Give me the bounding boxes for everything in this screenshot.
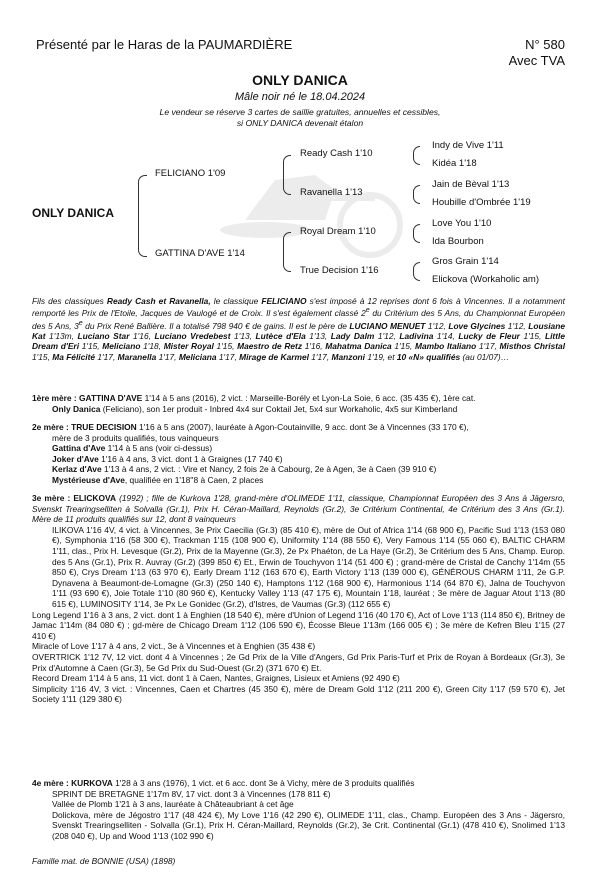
- pedigree-sd: Ravanella 1'13: [300, 187, 363, 198]
- first-dam-section: 1ère mère : GATTINA D'AVE 1'14 à 5 ans (2016), 2 vict. : Marseille-Borély et Lyon-La Soie, 6 acc. (35 435 €), 1ère cat. Only Danica (Feliciano), son 1er produit - Inbred 4x4 sur Coktail Jet, 5x4 sur Workaholic, 4x5 sur Kimberland: [32, 393, 476, 414]
- pedigree-bracket-2a: [283, 155, 291, 195]
- pedigree-bracket-3c: [413, 224, 420, 243]
- horse-subtitle: Mâle noir né le 18.04.2024: [234, 91, 366, 103]
- maternal-family: Famille mat. de BONNIE (USA) (1898): [32, 856, 176, 866]
- horse-title: ONLY DANICA: [252, 72, 348, 88]
- fourth-dam-section: 4e mère : KURKOVA 1'28 à 3 ans (1976), 1 vict. et 6 acc. dont 3e à Vichy, mère de 3 produits qualifiés SPRINT DE BRETAGNE 1'17m 8V, 17 vict. dont 3 à Vincennes (178 811 €) Vallée de Plomb 1'21 à 3 ans, lauréate à Châteaubriant à cet âge Dolickova, mère de Jégostro 1'17 (48 424 €), My Love 1'16 (42 290 €), OLIMEDE 1'11, clas., Champ. Européen des 3 Ans - Jägersro, Svenskt Trearingselliten - Solvalla (Gr.1), Prix H. Céran-Maillard, Reynolds (Gr.2), 3e Crit. Continental (Gr.1) (478 410 €), Snolimed 1'13 (208 040 €), Up and Wood 1'13 (102 990 €): [32, 778, 565, 841]
- pedigree-dam: GATTINA D'AVE 1'14: [155, 248, 245, 259]
- pedigree-sire: FELICIANO 1'09: [155, 168, 226, 179]
- pedigree-ssd: Kidéa 1'18: [432, 158, 477, 169]
- third-dam-section: 3e mère : ELICKOVA (1992) ; fille de Kurkova 1'28, grand-mère d'OLIMEDE 1'11, classique, Championnat Européen des 3 Ans à Jägersro, Svenskt Trearingselliten à Solvalla (Gr.1), Prix H. Céran-Maillard, Reynolds (Gr.2), 3e Critérium Continental, 4e Critérium des 3 Ans (Gr.1). Mère de 11 produits qualifiés sur 12, dont 8 vainqueurs ILIKOVA 1'16 4V, 4 vict. à Vincennes, 3e Prix Caecilia (Gr.3) (85 410 €), mère de Out of Africa 1'14 (68 900 €), Pacific Sud 1'13 (153 080 €), Symphonia 1'16 (58 300 €), Trackman 1'15 (108 900 €), Uniformity 1'14 (88 550 €), Very Famous 1'14 (55 060 €), BALTIC CHARM 1'11, clas., Prix H. Levesque (Gr.2), Prix de la Mayenne (Gr.3), 2e Px Phaéton, de La Haye (Gr.2), 3e Critérium des 5 Ans, Champ. Europ. des 5 Ans (Gr.1), Prix R. Auvray (Gr.2) (399 850 €) Et., Erwin de Touchyvon 1'14 (51 400 €) ; grand-mère de Cristal de Canchy 1'14m (55 850 €), Crys Dream 1'13 (63 970 €), Early Dream 1'12 (163 670 €), Earth Victory 1'13 (139 000 €), GÉNÉROUS CHARM 1'11, 2e G.P. Dynavena à Beaumont-de-Lomagne (Gr.3) (250 140 €), Hamptons 1'12 (168 900 €), Harmonious 1'14 (64 870 €), Jalna de Touchyvon 1'11 (93 690 €), Joie Totale 1'10 (80 960 €), Kentucky Valley 1'13 (47 175 €), Mountain 1'18, lauréat ; 3e mère de Jaguar Atout 1'13 (80 615 €), LUMINOSITY 1'14, 3e Px Le Gonidec (Gr.2), d'Istres, de Vaumas (Gr.3) (112 655 €) Long Legend 1'16 à 3 ans, 2 vict. dont 1 à Enghien (18 540 €), mère d'Union of Legend 1'16 (40 170 €), Act of Love 1'13 (114 850 €), Britney de Jamac 1'14m (84 080 €) ; gd-mère de Chicago Dream 1'12 (106 590 €), Écosse Bleue 1'13m (166 005 €) ; 3e mère de Kefren Bleu 1'15 (27 410 €) Miracle of Love 1'17 à 4 ans, 2 vict., 3e à Vincennes et à Enghien (35 438 €) OVERTRICK 1'12 7V, 12 vict. dont 4 à Vincennes ; 2e Gd Prix de la Ville d'Angers, Gd Prix Paris-Turf et Prix de Royan à Bordeaux (Gr.3), 3e Prix d'Automne à Caen (Gr.3), 5e Gd Prix du Sud-Ouest (Gr.2) (371 670 €) Et. Record Dream 1'14 à 5 ans, 11 vict. dont 1 à Caen, Nantes, Graignes, Lisieux et Amiens (92 490 €) Simplicity 1'16 4V, 3 vict. : Vincennes, Caen et Chartres (45 350 €), mère de Dream Gold 1'12 (211 200 €), Green City 1'17 (59 570 €), Jet Society 1'11 (129 380 €): [32, 493, 565, 705]
- presenter-line: Présenté par le Haras de la PAUMARDIÈRE: [36, 37, 293, 52]
- pedigree-dss: Love You 1'10: [432, 218, 492, 229]
- pedigree-bracket-2b: [283, 232, 291, 272]
- pedigree-dsd: Ida Bourbon: [432, 236, 484, 247]
- pedigree-bracket-3b: [413, 185, 420, 204]
- lot-number: N° 580: [525, 37, 565, 52]
- pedigree-bracket-1: [138, 175, 147, 257]
- vat-label: Avec TVA: [508, 53, 565, 68]
- pedigree-bracket-3d: [413, 262, 420, 281]
- pedigree-dd: True Decision 1'16: [300, 265, 379, 276]
- pedigree-subject: ONLY DANICA: [32, 206, 115, 220]
- seller-note-2: si ONLY DANICA devenait étalon: [236, 118, 364, 128]
- pedigree-dds: Gros Grain 1'14: [432, 256, 499, 267]
- pedigree-sss: Indy de Vive 1'11: [432, 140, 504, 151]
- pedigree-ss: Ready Cash 1'10: [300, 148, 373, 159]
- pedigree-ds: Royal Dream 1'10: [300, 226, 376, 237]
- pedigree-sdd: Houbille d'Ombrée 1'19: [432, 197, 531, 208]
- pedigree-sds: Jain de Bèval 1'13: [432, 179, 510, 190]
- seller-note-1: Le vendeur se réserve 3 cartes de saillie gratuites, annuelles et cessibles,: [159, 107, 441, 117]
- pedigree-bracket-3a: [413, 146, 420, 165]
- second-dam-section: 2e mère : TRUE DECISION 1'16 à 5 ans (2007), lauréate à Agon-Coutainville, 9 acc. dont 3e à Vincennes (33 170 €), mère de 3 produits qualifiés, tous vainqueurs Gattina d'Ave 1'14 à 5 ans (voir ci-dessus) Joker d'Ave 1'16 à 4 ans, 3 vict. dont 1 à Graignes (17 740 €) Kerlaz d'Ave 1'13 à 4 ans, 2 vict. : Vire et Nancy, 2 fois 2e à Cabourg, 2e à Agen, 3e à Caen (39 910 €) Mystérieuse d'Ave, qualifiée en 1'18''8 à Caen, 2 places: [32, 422, 469, 485]
- sire-paragraph: Fils des classiques Ready Cash et Ravanella, le classique FELICIANO s'est imposé à 12 reprises dont 6 fois à Vincennes. Il a notamment remporté les Prix de l'Etoile, Jacques de Vaulogé et de Croix. Il s'est également classé 2e du Critérium des 5 Ans, du Championnat Européen des 5 Ans, 3e du Prix René Ballière. Il a totalisé 798 940 € de gains. Il est le père de LUCIANO MENUET 1'12, Love Glycines 1'12, Lousiane Kat 1'13m, Luciano Star 1'16, Luciano Vredebest 1'13, Lutèce d'Ela 1'13, Lady Dalm 1'12, Ladivina 1'14, Lucky de Fleur 1'15, Little Dream d'Eri 1'15, Meliciano 1'18, Mister Royal 1'15, Maestro de Retz 1'16, Mahatma Danica 1'15, Mambo Italiano 1'17, Misthos Christal 1'15, Ma Félicité 1'17, Maranella 1'17, Meliciana 1'17, Mirage de Karmel 1'17, Manzoni 1'19, et 10 «N» qualifiés (au 01/07)…: [32, 296, 566, 362]
- pedigree-ddd: Elickova (Workaholic am): [432, 274, 539, 285]
